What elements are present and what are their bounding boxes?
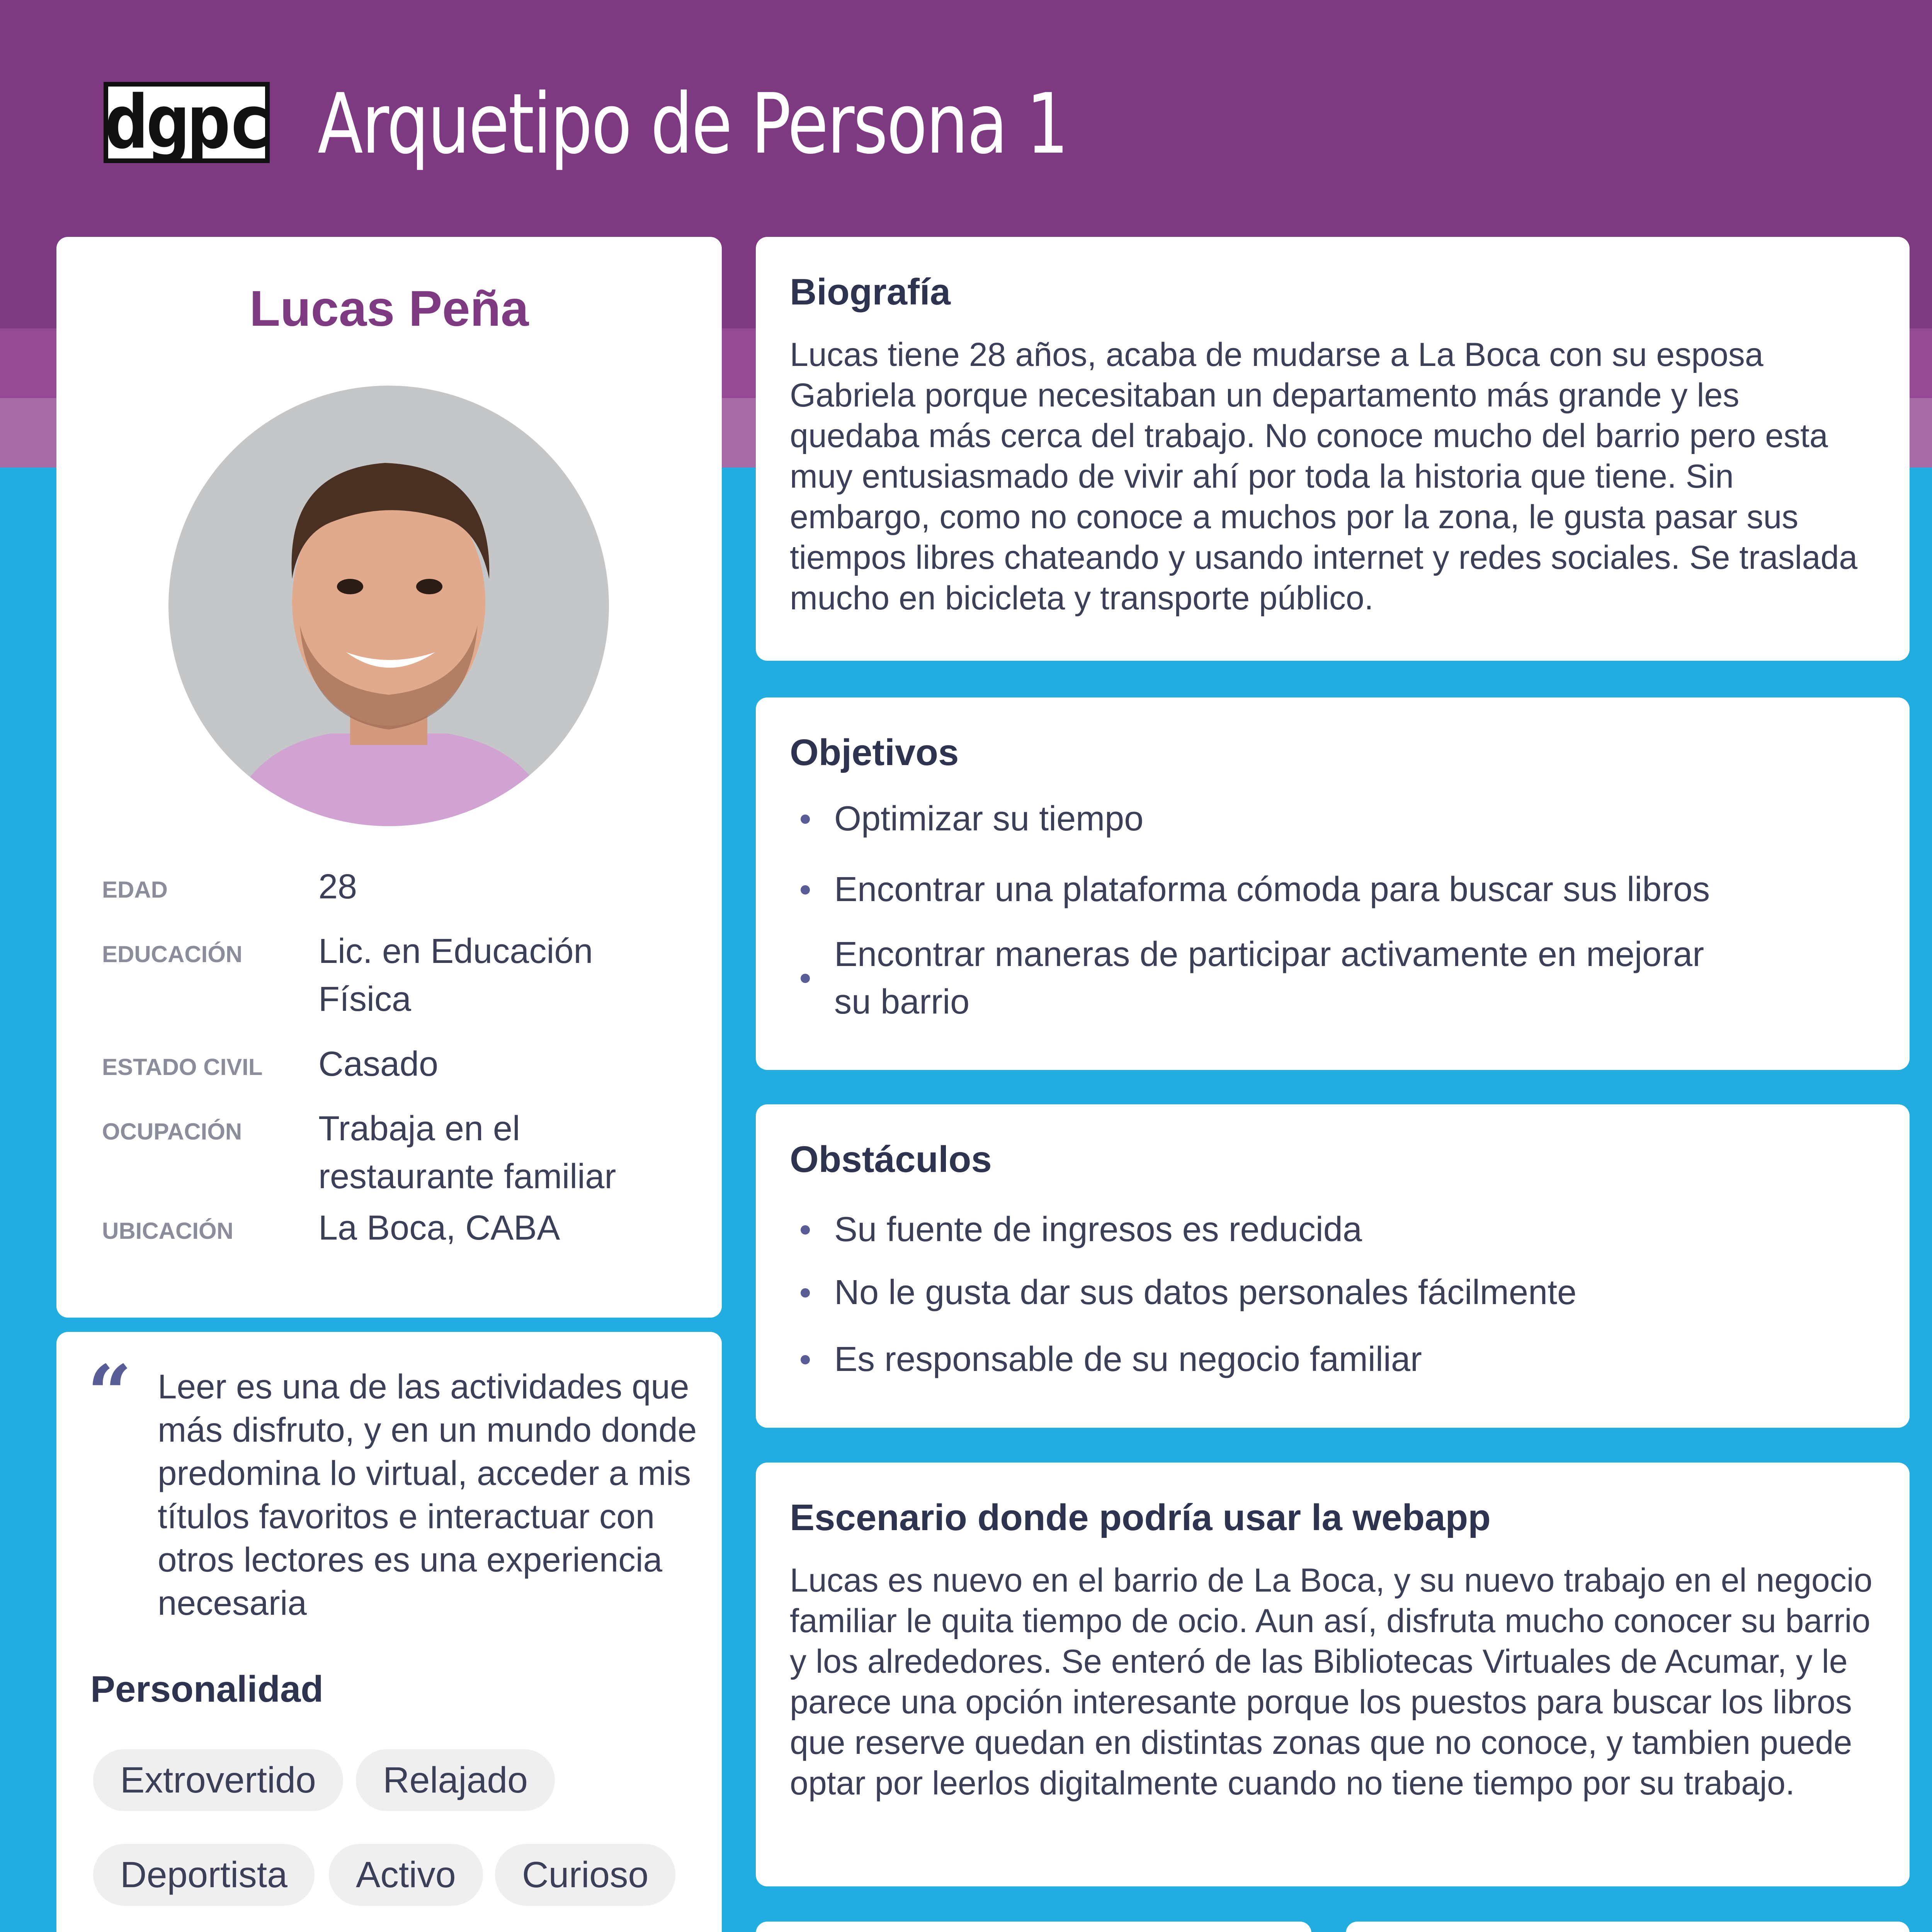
personality-tag: Deportista	[93, 1844, 315, 1906]
goal-item: Optimizar su tiempo	[790, 795, 1814, 843]
label-education: EDUCACIÓN	[102, 941, 243, 967]
persona-name: Lucas Peña	[249, 280, 529, 337]
scenario-card	[756, 1463, 1910, 1886]
goal-item: Encontrar maneras de participar activamente en mejorar su barrio	[790, 931, 1723, 1026]
personality-tag: Curioso	[495, 1844, 675, 1906]
biography-card	[756, 237, 1910, 661]
goal-item: Encontrar una plataforma cómoda para buscar sus libros	[790, 866, 1814, 913]
logo-text: dgpc	[104, 80, 269, 165]
personality-tag: Extrovertido	[93, 1749, 343, 1811]
biography-title: Biografía	[790, 271, 951, 313]
label-age: EDAD	[102, 877, 168, 903]
scenario-text: Lucas es nuevo en el barrio de La Boca, y su nuevo trabajo en el negocio familiar le quita tiempo de ocio. Aun así, disfruta mucho conocer su barrio y los alrededores. Se enteró de las Bibliotecas Virtuales de Acumar, y le parece una opción interesante porque los puestos para buscar los libros que reserve quedan en distintas zonas que no conoce, y tambien puede optar por leerlos digitalmente cuando no tiene tiempo por su trabajo.	[790, 1562, 1872, 1802]
profile-card	[56, 237, 722, 1318]
quote-mark-icon: “	[87, 1348, 132, 1439]
label-civil-status: ESTADO CIVIL	[102, 1054, 263, 1080]
goals-title: Objetivos	[790, 732, 959, 773]
quote-personality-card	[56, 1332, 722, 1932]
label-location: UBICACIÓN	[102, 1218, 233, 1244]
obstacles-card	[756, 1104, 1910, 1428]
page-title: Arquetipo de Persona 1	[318, 75, 1068, 172]
value-education: Lic. en Educación Física	[318, 932, 593, 1019]
brands-card	[1346, 1922, 1910, 1932]
persona-quote: Leer es una de las actividades que más disfruto, y en un mundo donde predomina lo virtual, acceder a mis títulos favoritos e interactuar con otros lectores es una experiencia necesaria	[158, 1367, 697, 1622]
obstacle-item: No le gusta dar sus datos personales fácilmente	[790, 1269, 1876, 1316]
obstacles-title: Obstáculos	[790, 1139, 992, 1180]
personality-title: Personalidad	[90, 1668, 323, 1710]
obstacle-item: Su fuente de ingresos es reducida	[790, 1206, 1876, 1253]
biography-text: Lucas tiene 28 años, acaba de mudarse a La Boca con su esposa Gabriela porque necesitaban un departamento más grande y les quedaba más cerca del trabajo. No conoce mucho del barrio pero esta muy entusiasmado de vivir ahí por toda la historia que tiene. Sin embargo, como no conoce a muchos por la zona, le gusta pasar sus tiempos libres chateando y usando internet y redes sociales. Se traslada mucho en bicicleta y transporte público.	[790, 336, 1858, 617]
personality-tag: Activo	[329, 1844, 483, 1906]
scenario-title: Escenario donde podría usar la webapp	[790, 1497, 1491, 1538]
obstacle-item: Es responsable de su negocio familiar	[790, 1336, 1876, 1383]
personality-tag: Relajado	[356, 1749, 555, 1811]
payments-card	[756, 1922, 1311, 1932]
value-occupation: Trabaja en el restaurante familiar	[318, 1109, 616, 1196]
avatar	[168, 386, 609, 826]
dgpc-logo	[104, 82, 270, 163]
value-location: La Boca, CABA	[318, 1209, 560, 1247]
value-age: 28	[318, 867, 357, 906]
value-civil-status: Casado	[318, 1045, 439, 1083]
label-occupation: OCUPACIÓN	[102, 1119, 242, 1145]
goals-card	[756, 697, 1910, 1070]
avatar-image	[168, 386, 609, 826]
